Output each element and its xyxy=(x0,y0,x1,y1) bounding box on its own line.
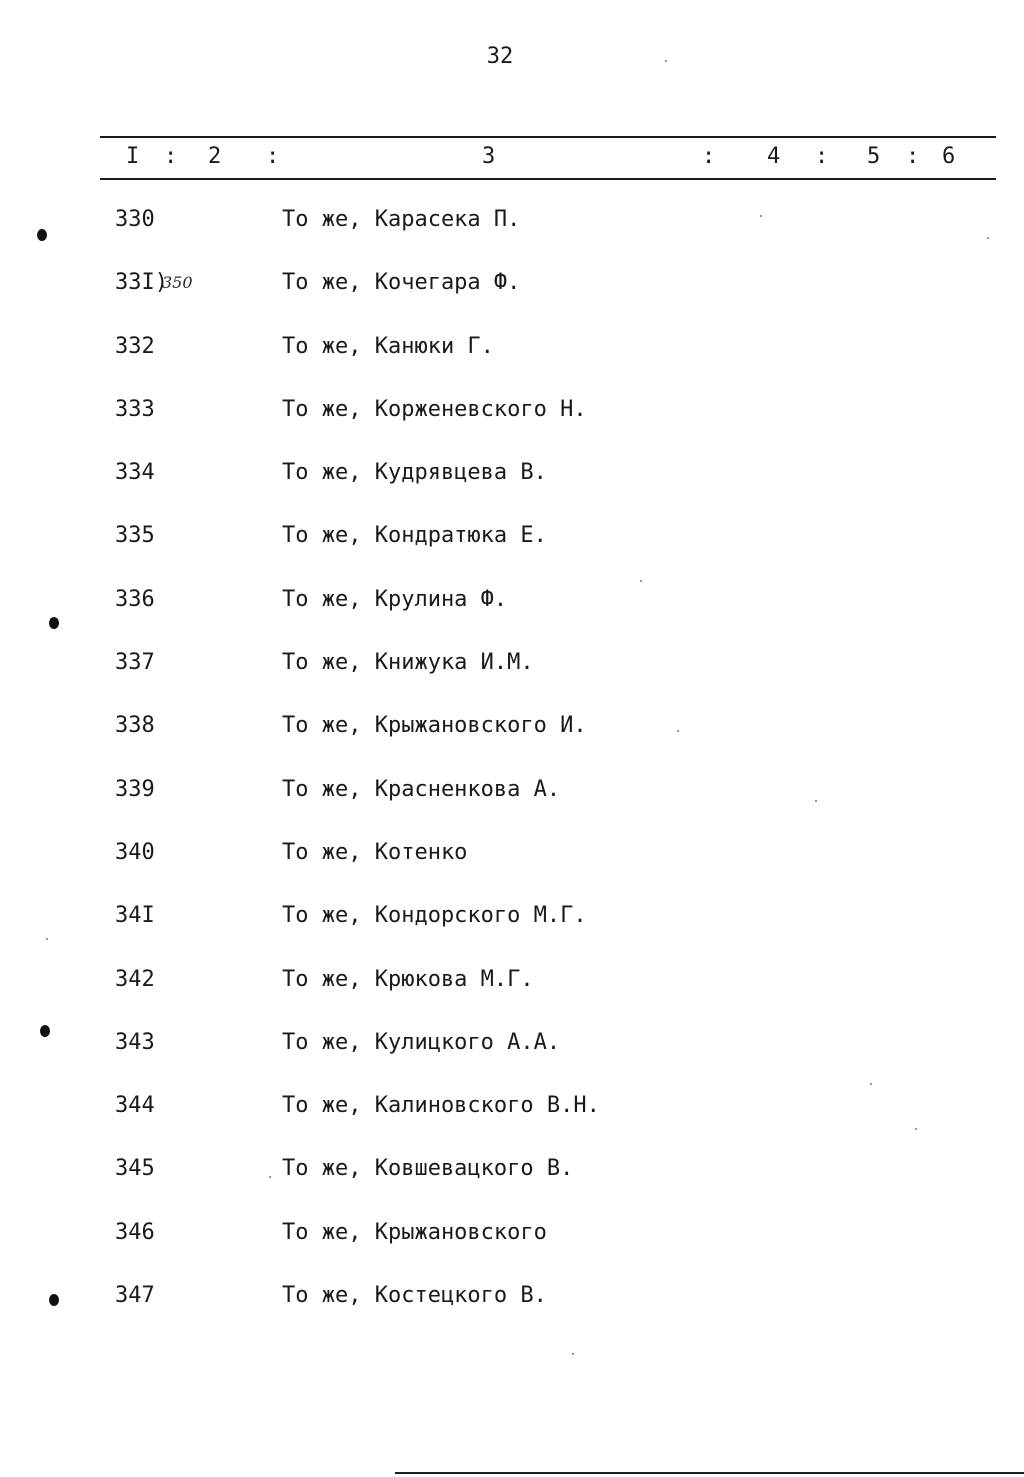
row-number: 339 xyxy=(115,776,155,802)
header-col-3: 3 xyxy=(482,144,496,169)
scan-speck xyxy=(572,1353,574,1355)
table-row xyxy=(0,585,1000,648)
punch-hole-mark xyxy=(40,1025,50,1037)
row-number: 347 xyxy=(115,1283,155,1309)
header-col-1: I xyxy=(126,144,140,169)
scan-speck xyxy=(870,1083,872,1085)
table-row xyxy=(0,1281,1000,1344)
row-number: 343 xyxy=(115,1029,155,1055)
row-description: То же, Книжука И.М. xyxy=(282,650,534,676)
row-description: То же, Кочегара Ф. xyxy=(282,270,521,296)
scan-speck xyxy=(760,215,762,217)
row-description: То же, Калиновского В.Н. xyxy=(282,1093,600,1119)
scan-speck xyxy=(640,580,642,582)
scan-speck xyxy=(665,60,667,62)
punch-hole-mark xyxy=(37,229,47,241)
table-row xyxy=(0,1028,1000,1091)
header-separator: : xyxy=(815,144,829,169)
scan-speck xyxy=(815,800,817,802)
row-description: То же, Костецкого В. xyxy=(282,1283,547,1309)
row-number: 344 xyxy=(115,1093,155,1119)
row-description: То же, Котенко xyxy=(282,839,468,865)
table-row xyxy=(0,1218,1000,1281)
table-row xyxy=(0,1154,1000,1217)
table-row xyxy=(0,395,1000,458)
row-description: То же, Кулицкого А.А. xyxy=(282,1029,561,1055)
header-col-5: 5 xyxy=(867,144,881,169)
scan-speck xyxy=(987,237,989,239)
page-number: 32 xyxy=(486,44,514,69)
row-number: 338 xyxy=(115,713,155,739)
table-row xyxy=(0,1091,1000,1154)
row-description: То же, Кондратюка Е. xyxy=(282,523,547,549)
header-col-4: 4 xyxy=(767,144,781,169)
row-number: 336 xyxy=(115,586,155,612)
scan-speck xyxy=(677,730,679,732)
table-row xyxy=(0,205,1000,268)
header-col-6: 6 xyxy=(942,144,956,169)
header-separator: : xyxy=(164,144,178,169)
table-row xyxy=(0,521,1000,584)
table-row xyxy=(0,838,1000,901)
row-description: То же, Канюки Г. xyxy=(282,333,494,359)
table-row xyxy=(0,332,1000,395)
header-separator: : xyxy=(906,144,920,169)
table-row xyxy=(0,648,1000,711)
table-row xyxy=(0,458,1000,521)
table-header-bottom-rule xyxy=(100,178,996,180)
row-number: 334 xyxy=(115,460,155,486)
header-separator: : xyxy=(266,144,280,169)
scan-speck xyxy=(269,1176,271,1178)
row-number: 337 xyxy=(115,650,155,676)
table-row xyxy=(0,268,1000,331)
row-number: 342 xyxy=(115,966,155,992)
row-number: 335 xyxy=(115,523,155,549)
row-description: То же, Красненкова А. xyxy=(282,776,561,802)
row-description: То же, Карасека П. xyxy=(282,207,521,232)
header-separator: : xyxy=(702,144,716,169)
row-description: То же, Кудрявцева В. xyxy=(282,460,547,486)
table-row xyxy=(0,775,1000,838)
row-number: 34I xyxy=(115,903,155,929)
table-row xyxy=(0,711,1000,774)
table-body xyxy=(0,205,1000,1344)
row-number: 33I) xyxy=(115,270,168,296)
table-row xyxy=(0,965,1000,1028)
table-header-top-rule xyxy=(100,136,996,138)
row-number: 330 xyxy=(115,207,155,232)
row-number: 346 xyxy=(115,1219,155,1245)
header-col-2: 2 xyxy=(208,144,222,169)
row-description: То же, Крюкова М.Г. xyxy=(282,966,534,992)
row-number: 333 xyxy=(115,396,155,422)
scan-speck xyxy=(915,1128,917,1130)
row-description: То же, Крулина Ф. xyxy=(282,586,508,612)
scan-speck xyxy=(46,938,48,940)
punch-hole-mark xyxy=(49,1294,59,1306)
row-description: То же, Корженевского Н. xyxy=(282,396,587,422)
table-row xyxy=(0,901,1000,964)
punch-hole-mark xyxy=(49,617,59,629)
page-bottom-edge xyxy=(395,1472,1024,1474)
row-description: То же, Кондорского М.Г. xyxy=(282,903,587,929)
row-description: То же, Крыжановского xyxy=(282,1219,547,1245)
row-number: 332 xyxy=(115,333,155,359)
row-number: 345 xyxy=(115,1156,155,1182)
row-description: То же, Крыжановского И. xyxy=(282,713,587,739)
handwritten-annotation: 350 xyxy=(162,273,193,292)
row-description: То же, Ковшевацкого В. xyxy=(282,1156,574,1182)
row-number: 340 xyxy=(115,839,155,865)
